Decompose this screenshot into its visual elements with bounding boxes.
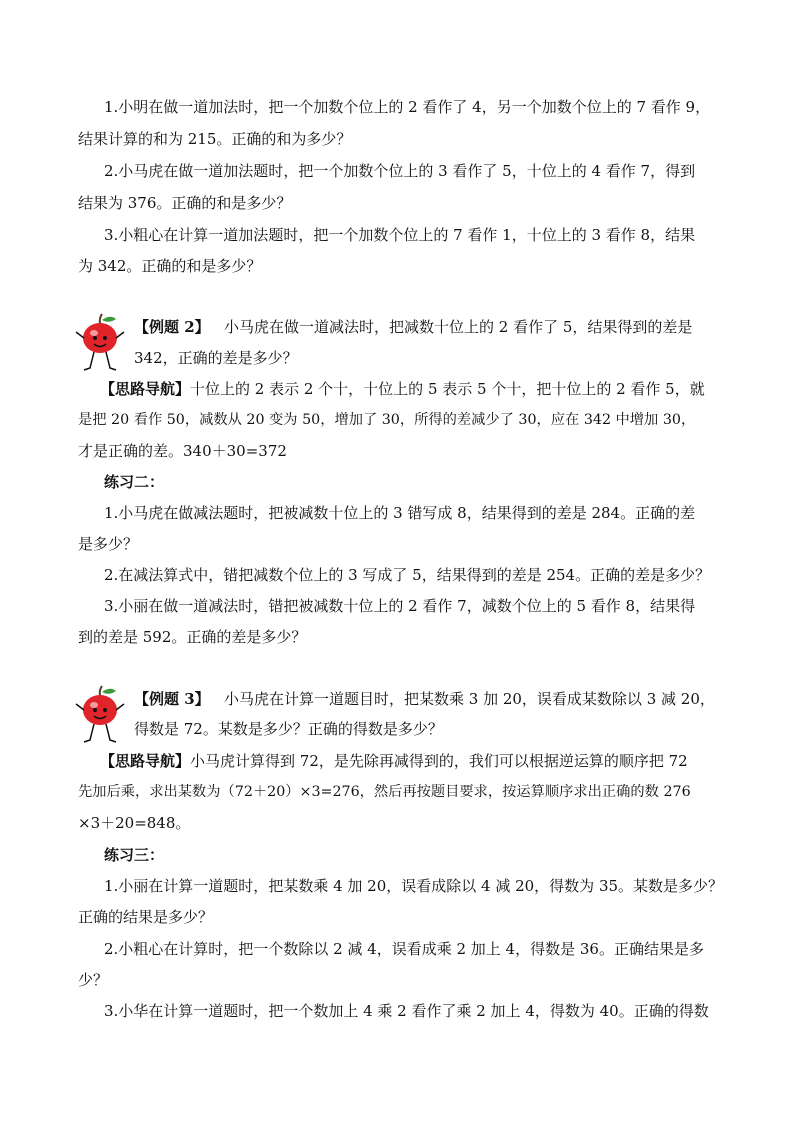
example3-hint-line2: 先加后乘，求出某数为（72＋20）×3=276，然后再按题目要求，按运算顺序求出正确的数 276 [78,784,691,800]
p2-q1-line1: 1.小马虎在做减法题时，把被减数十位上的 3 错写成 8，结果得到的差是 284。正确的差 [104,504,696,522]
s1-q2-line2: 结果为 376。正确的和是多少？ [78,194,292,212]
example2-tag: 【例题 2】 [134,318,210,336]
s1-q1-line2: 结果计算的和为 215。正确的和为多少？ [78,130,352,148]
example2-line1 [134,312,734,342]
apple-mascot-icon [72,312,128,374]
apple-mascot-icon [72,684,128,746]
p2-q3-line2: 到的差是 592。正确的差是多少？ [78,628,307,646]
example2-hint-text1: 十位上的 2 表示 2 个十，十位上的 5 表示 5 个十，把十位上的 2 看作 5，就 [190,380,705,398]
example3-hint-tag: 【思路导航】 [100,752,191,770]
s1-q1-line1: 1.小明在做一道加法时，把一个加数个位上的 2 看作了 4，另一个加数个位上的 7 看作 9， [104,98,711,116]
practice2-title: 练习二： [104,473,165,491]
p2-q1-line2: 是多少？ [78,535,139,553]
example2-hint-tag: 【思路导航】 [100,380,191,398]
practice3-title: 练习三： [104,846,165,864]
example2-hint-line3: 才是正确的差。340＋30=372 [78,442,287,460]
p3-q2-line2: 少？ [78,971,109,989]
s1-q3-line2: 为 342。正确的和是多少？ [78,257,262,275]
example3-line2: 得数是 72。某数是多少？正确的得数是多少？ [134,720,443,738]
example3-text1: 小马虎在计算一道题目时，把某数乘 3 加 20，误看成某数除以 3 减 20， [223,690,715,708]
p3-q2-line1: 2.小粗心在计算时，把一个数除以 2 减 4，误看成乘 2 加上 4，得数是 36。正确结果是多 [104,940,704,958]
p2-q3-line1: 3.小丽在做一道减法时，错把被减数十位上的 2 看作 7，减数个位上的 5 看作 8，结果得 [104,597,696,615]
p2-q2-line1: 2.在减法算式中，错把减数个位上的 3 写成了 5，结果得到的差是 254。正确的差是多少？ [104,566,711,584]
p3-q3-line1: 3.小华在计算一道题时，把一个数加上 4 乘 2 看作了乘 2 加上 4，得数为 40。正确的得数 [104,1002,709,1020]
example2-hint-line1 [100,374,720,404]
example3-hint-line1 [100,746,720,776]
example3-tag: 【例题 3】 [134,690,210,708]
example3-line1 [134,684,734,714]
example2-hint-line2: 是把 20 看作 50，减数从 20 变为 50，增加了 30，所得的差减少了 30，应在 342 中增加 30， [78,412,696,428]
s1-q2-line1: 2.小马虎在做一道加法题时，把一个加数个位上的 3 看作了 5，十位上的 4 看作 7，得到 [104,162,696,180]
example3-hint-line3: ×3＋20=848。 [78,814,191,832]
example3-hint-text1: 小马虎计算得到 72，是先除再减得到的，我们可以根据逆运算的顺序把 72 [190,752,688,770]
example2-line2: 342，正确的差是多少？ [134,349,298,367]
p3-q1-line1: 1.小丽在计算一道题时，把某数乘 4 加 20，误看成除以 4 减 20，得数为 35。某数是多少？ [104,877,724,895]
example2-text1: 小马虎在做一道减法时，把减数十位上的 2 看作了 5，结果得到的差是 [223,318,693,336]
s1-q3-line1: 3.小粗心在计算一道加法题时，把一个加数个位上的 7 看作 1，十位上的 3 看作 8，结果 [104,226,696,244]
p3-q1-line2: 正确的结果是多少？ [78,908,214,926]
